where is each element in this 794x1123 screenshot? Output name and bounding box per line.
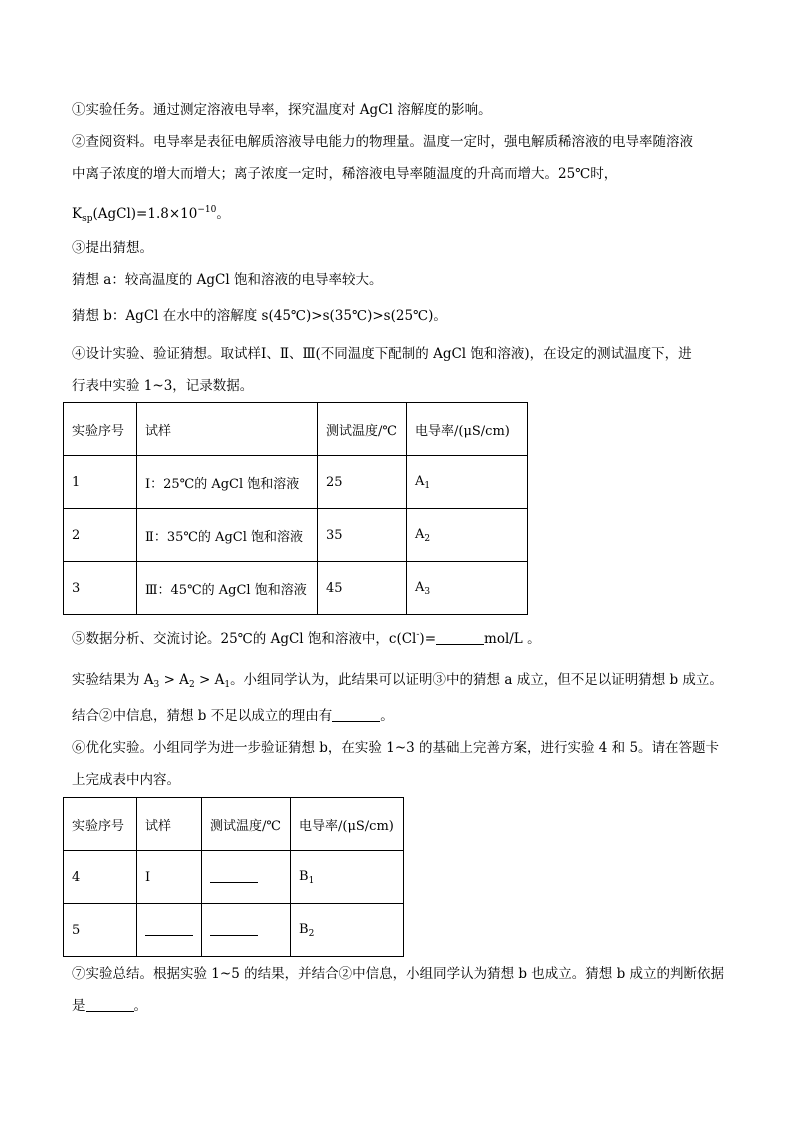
- cond-symbol: A: [415, 579, 425, 595]
- chloride-charge: -: [416, 630, 420, 640]
- cond-symbol: B: [299, 868, 309, 884]
- row-temp: 45: [318, 562, 407, 615]
- table-header-cell: 实验序号: [64, 798, 137, 851]
- row-sample: Ⅰ：25℃的 AgCl 饱和溶液: [137, 456, 318, 509]
- hypothesis-b: 猜想 b：AgCl 在水中的溶解度 s(45℃)>s(35℃)>s(25℃)。: [72, 308, 447, 324]
- table-header-row: [64, 403, 528, 456]
- reason-line: [72, 706, 394, 726]
- table-header-cell: 实验序号: [64, 403, 137, 456]
- data-table-2: [63, 797, 404, 957]
- summary-text: 是: [72, 998, 86, 1014]
- info-line-1: ②查阅资料。电导率是表征电解质溶液导电能力的物理量。温度一定时，强电解质稀溶液的电导率随溶液: [72, 134, 693, 150]
- ksp-line: [72, 200, 230, 229]
- row-conductivity: [291, 851, 404, 904]
- ksp-exp: −10: [197, 205, 217, 215]
- cond-symbol: A: [415, 526, 425, 542]
- info-line-2: 中离子浓度的增大而增大；离子浓度一定时，稀溶液电导率随温度的升高而增大。25℃时，: [72, 166, 618, 182]
- summary-line-1: ⑦实验总结。根据实验 1~5 的结果，并结合②中信息，小组同学认为猜想 b 也成立。猜想 b 成立的判断依据: [72, 966, 725, 982]
- result-text-4: 。小组同学认为，此结果可以证明③中的猜想 a 成立，但不足以证明猜想 b 成立。: [230, 672, 723, 688]
- ksp-sub: sp: [82, 214, 93, 224]
- task-line: ①实验任务。通过测定溶液电导率，探究温度对 AgCl 溶解度的影响。: [72, 102, 492, 118]
- data-table-1: [63, 402, 528, 615]
- table-row: [64, 509, 528, 562]
- result-sub-2: 2: [188, 680, 195, 690]
- row-conductivity: [291, 904, 404, 957]
- cond-subscript: 2: [424, 533, 431, 544]
- reason-end: 。: [380, 708, 394, 724]
- optimize-line-1: ⑥优化实验。小组同学为进一步验证猜想 b，在实验 1~3 的基础上完善方案，进行实验 4 和 5。请在答题卡: [72, 740, 720, 756]
- result-text-2: > A: [159, 672, 189, 688]
- optimize-line-2: 上完成表中内容。: [72, 772, 180, 788]
- row-conductivity: [407, 456, 528, 509]
- result-text-1: 实验结果为 A: [72, 672, 154, 688]
- hypothesis-heading: ③提出猜想。: [72, 240, 153, 256]
- result-text-3: > A: [194, 672, 225, 688]
- answer-blank-basis[interactable]: [86, 997, 134, 1012]
- table-row: [64, 562, 528, 615]
- answer-blank-reason[interactable]: [332, 707, 380, 722]
- table-header-cell: 测试温度/℃: [318, 403, 407, 456]
- answer-blank-sample-5[interactable]: [145, 921, 193, 936]
- analysis-text: ⑤数据分析、交流讨论。25℃的 AgCl 饱和溶液中，c(Cl: [72, 631, 417, 647]
- row-temp: [202, 904, 291, 957]
- row-temp: 25: [318, 456, 407, 509]
- table-row: [64, 904, 404, 957]
- table-header-cell: 电导率/(μS/cm): [291, 798, 404, 851]
- table-header-cell: 试样: [137, 403, 318, 456]
- row-conductivity: [407, 509, 528, 562]
- row-sample: Ⅰ: [137, 851, 202, 904]
- table-row: [64, 851, 404, 904]
- design-line-1: ④设计实验、验证猜想。取试样Ⅰ、Ⅱ、Ⅲ(不同温度下配制的 AgCl 饱和溶液)，在设定的测试温度下，进: [72, 346, 692, 362]
- row-number: 5: [64, 904, 137, 957]
- cond-symbol: B: [299, 921, 309, 937]
- cond-subscript: 3: [424, 586, 431, 597]
- table-header-cell: 测试温度/℃: [202, 798, 291, 851]
- summary-line-2: [72, 996, 147, 1016]
- cond-subscript: 2: [308, 928, 315, 939]
- result-sub-3: 1: [224, 680, 231, 690]
- cond-symbol: A: [415, 473, 425, 489]
- table-header-row: [64, 798, 404, 851]
- cond-subscript: 1: [308, 875, 315, 886]
- answer-blank-temp-4[interactable]: [210, 868, 258, 883]
- ksp-expr: (AgCl)=1.8×10: [92, 206, 198, 222]
- hypothesis-a: 猜想 a：较高温度的 AgCl 饱和溶液的电导率较大。: [72, 272, 383, 288]
- row-number: 1: [64, 456, 137, 509]
- ksp-k: K: [72, 206, 83, 222]
- ksp-end: 。: [216, 206, 230, 222]
- row-number: 4: [64, 851, 137, 904]
- answer-blank-concentration[interactable]: [436, 630, 484, 645]
- table-header-cell: 电导率/(μS/cm): [407, 403, 528, 456]
- analysis-line: [72, 625, 541, 649]
- design-line-2: 行表中实验 1~3，记录数据。: [72, 378, 254, 394]
- row-number: 2: [64, 509, 137, 562]
- row-conductivity: [407, 562, 528, 615]
- row-number: 3: [64, 562, 137, 615]
- table-header-cell: 试样: [137, 798, 202, 851]
- table-row: [64, 456, 528, 509]
- result-sub-1: 3: [153, 680, 160, 690]
- row-temp: 35: [318, 509, 407, 562]
- row-sample: [137, 904, 202, 957]
- result-line: [72, 670, 723, 695]
- analysis-eq: )=: [419, 631, 437, 647]
- row-sample: Ⅱ：35℃的 AgCl 饱和溶液: [137, 509, 318, 562]
- summary-end: 。: [133, 998, 147, 1014]
- answer-blank-temp-5[interactable]: [210, 921, 258, 936]
- row-temp: [202, 851, 291, 904]
- reason-text: 结合②中信息，猜想 b 不足以成立的理由有: [72, 708, 333, 724]
- analysis-unit: mol/L 。: [484, 631, 541, 647]
- row-sample: Ⅲ：45℃的 AgCl 饱和溶液: [137, 562, 318, 615]
- cond-subscript: 1: [424, 480, 431, 491]
